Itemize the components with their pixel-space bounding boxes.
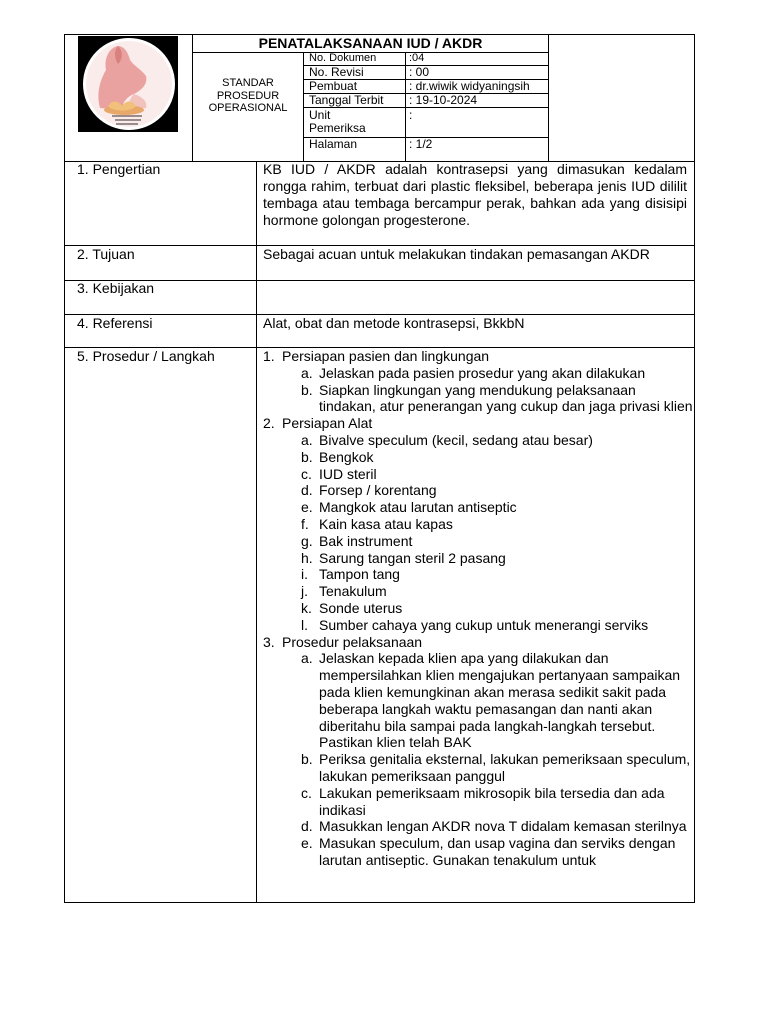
item-text: Sumber cahaya yang cukup untuk menerangi serviks [319,616,649,633]
list-item [282,482,693,499]
procedure-step [263,348,693,415]
list-item [282,617,693,634]
meta-label-no-revisi: No. Revisi [309,65,364,79]
item-letter: d. [301,818,313,835]
list-item [282,516,693,533]
meta-value-no-revisi: : 00 [409,65,430,79]
item-text: IUD steril [319,465,377,482]
step-number: 1. [263,348,275,364]
procedure-step [263,634,693,869]
item-letter: e. [301,499,313,516]
list-item [282,499,693,516]
item-text: Sarung tangan steril 2 pasang [319,549,506,566]
item-text: Bengkok [319,448,374,465]
meta-label-pembuat: Pembuat [309,79,358,93]
item-text: Mangkok atau larutan antiseptic [319,499,517,516]
item-letter: i. [301,566,308,583]
item-letter: a. [301,364,313,381]
sop-label-line: OPERASIONAL [208,102,288,114]
item-text: Periksa genitalia eksternal, lakukan pemeriksaan speculum, lakukan pemeriksaan panggul [319,751,691,784]
list-item [282,650,693,751]
step-number: 3. [263,633,275,650]
step-number: 2. [263,415,275,432]
procedure-step [263,415,693,633]
procedure-steps [263,348,693,869]
row-line [64,280,695,281]
item-letter: f. [301,515,309,532]
meta-label-tanggal-terbit: Tanggal Terbit [309,93,384,107]
list-item [282,600,693,617]
item-letter: d. [301,482,313,499]
list-item [282,533,693,550]
document-title: PENATALAKSANAAN IUD / AKDR [258,35,483,51]
section-label-prosedur: 5. Prosedur / Langkah [77,348,215,364]
item-text: Bak instrument [319,532,413,549]
meta-value-unit-pemeriksa: : [409,108,413,122]
item-text: Siapkan lingkungan yang mendukung pelaksanaan tindakan, atur penerangan yang cukup dan jaga privasi klien [319,381,693,415]
meta-value-halaman: : 1/2 [409,137,433,151]
item-text: Bivalve speculum (kecil, sedang atau besar) [319,431,593,448]
item-letter: b. [301,751,313,768]
sop-label-line: STANDAR [222,77,274,89]
item-text: Tenakulum [319,583,387,600]
item-letter: k. [301,599,312,616]
item-text: Masukan speculum, dan usap vagina dan serviks dengan larutan antiseptic. Gunakan tenakulum untuk [319,835,676,868]
list-item [282,818,693,835]
item-letter: g. [301,532,313,549]
item-letter: c. [301,465,312,482]
item-text: Kain kasa atau kapas [319,515,453,532]
list-item [282,550,693,567]
section-text-pengertian: KB IUD / AKDR adalah kontrasepsi yang dimasukan kedalam rongga rahim, terbuat dari plastic fleksibel, beberapa jenis IUD dililit tembaga atau tembaga bercampur perak, bahkan ada yang disisipi hormone golongan progesterone. [263,161,687,228]
section-label-tujuan: 2. Tujuan [77,246,135,262]
item-text: Jelaskan kepada klien apa yang dilakukan dan mempersilahkan klien mengajukan pertanyaan sampaikan pada klien kemungkinan akan merasa sedikit sakit pada beberapa langkah waktu pemasangan dan nanti akan diberitahu bila sampai pada langkah-langkah tersebut. Pastikan klien telah BAK [319,650,681,751]
item-letter: l. [301,616,308,633]
meta-value-pembuat: : dr.wiwik widyaningsih [409,79,530,93]
section-label-pengertian: 1. Pengertian [77,161,161,177]
step-title: Persiapan pasien dan lingkungan [282,348,490,364]
meta-label-unit-pemeriksa: Unit Pemeriksa [309,108,366,135]
item-letter: j. [301,583,308,600]
list-item [282,466,693,483]
meta-value-tanggal-terbit: : 19-10-2024 [409,93,478,107]
list-item [282,449,693,466]
meta-label-no-dokumen: No. Dokumen [309,52,377,64]
item-text: Masukkan lengan AKDR nova T didalam kemasan sterilnya [319,818,687,835]
section-label-kebijakan: 3. Kebijakan [77,280,155,296]
list-item [282,365,693,382]
step-items [282,365,693,415]
section-text-tujuan: Sebagai acuan untuk melakukan tindakan pemasangan AKDR [263,246,650,262]
label-column-divider [256,161,257,903]
step-title: Persiapan Alat [282,415,373,432]
header-divider-right [548,34,549,161]
meta-value-no-dokumen: :04 [409,52,425,64]
item-letter: a. [301,650,313,667]
mother-hijab-logo-icon [78,36,178,132]
step-items [282,432,693,634]
sop-label-line: PROSEDUR [216,89,280,102]
item-text: Forsep / korentang [319,482,437,499]
step-items [282,650,693,868]
item-letter: e. [301,835,313,852]
item-letter: c. [301,784,312,801]
list-item [282,566,693,583]
item-text: Sonde uterus [319,599,403,616]
item-letter: a. [301,431,313,448]
meta-row-line [303,107,548,108]
list-item [282,751,693,785]
item-letter: b. [301,448,313,465]
meta-label-halaman: Halaman [309,137,358,151]
item-text: Tampon tang [319,566,400,583]
list-item [282,785,693,819]
step-title: Prosedur pelaksanaan [282,633,423,650]
procedure-list [263,348,693,869]
section-text-referensi: Alat, obat dan metode kontrasepsi, BkkbN [263,315,525,331]
item-letter: h. [301,549,313,566]
list-item [282,432,693,449]
list-item [282,583,693,600]
section-label-referensi: 4. Referensi [77,315,153,331]
item-text: Jelaskan pada pasien prosedur yang akan dilakukan [319,364,646,381]
list-item [282,382,693,416]
list-item [282,835,693,869]
sop-label [193,77,303,115]
item-letter: b. [301,381,313,398]
item-text: Lakukan pemeriksaam mikrosopik bila tersedia dan ada indikasi [319,784,665,818]
